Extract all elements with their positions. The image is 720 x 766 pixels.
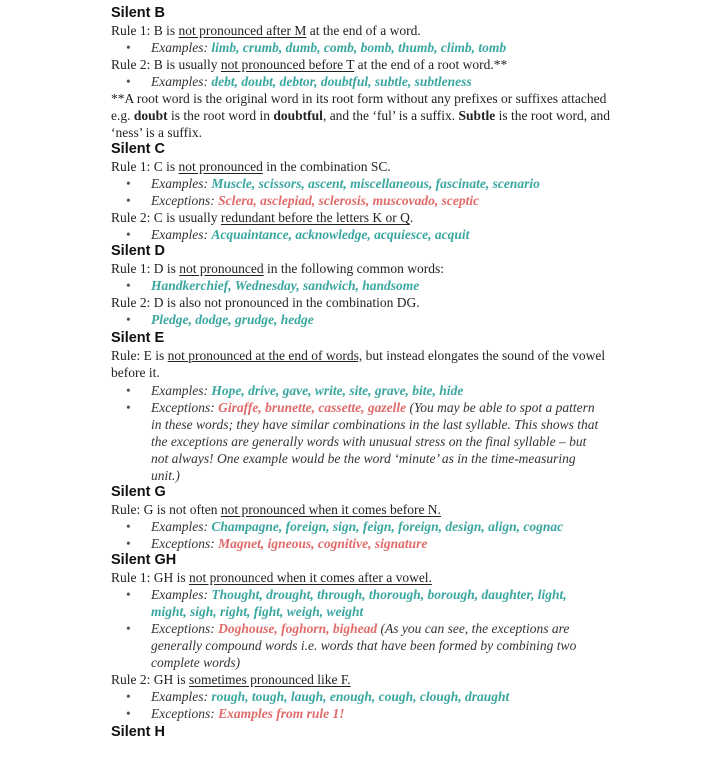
rule-d-2: Rule 2: D is also not pronounced in the combination DG. <box>111 295 420 310</box>
rule-b-1: Rule 1: B is not pronounced after M at the end of a word. <box>111 23 421 38</box>
heading-silent-h: Silent H <box>111 724 165 740</box>
rule-e: Rule: E is not pronounced at the end of words, but instead elongates the sound of the vowel before it. <box>111 348 606 380</box>
rule-g: Rule: G is not often not pronounced when it comes before N. <box>111 502 441 517</box>
words-d-2: • Pledge, dodge, grudge, hedge <box>129 311 599 328</box>
exceptions-gh-1: • Exceptions: Doghouse, foghorn, bighead (As you can see, the exceptions are generally compound words i.e. words that have been formed by combining two complete words) <box>129 620 599 671</box>
examples-gh-1: • Examples: Thought, drought, through, thorough, borough, daughter, light, might, sigh, right, fight, weigh, weight <box>129 586 599 620</box>
root-word-note: **A root word is the original word in its root form without any prefixes or suffixes attached e.g. doubt is the root word in doubtful, and the ‘ful’ is a suffix. Subtle is the root word, and ‘ness’ is a suffix. <box>111 91 611 140</box>
heading-silent-c: Silent C <box>111 141 165 157</box>
rule-d-1: Rule 1: D is not pronounced in the following common words: <box>111 261 444 276</box>
rule-gh-2: Rule 2: GH is sometimes pronounced like F. <box>111 672 351 687</box>
exceptions-gh-2: • Exceptions: Examples from rule 1! <box>129 705 599 722</box>
heading-silent-gh: Silent GH <box>111 552 177 568</box>
heading-silent-g: Silent G <box>111 484 166 500</box>
heading-silent-b: Silent B <box>111 5 165 21</box>
examples-b-2: • Examples: debt, doubt, debtor, doubtful, subtle, subtleness <box>129 73 599 90</box>
examples-e: • Examples: Hope, drive, gave, write, site, grave, bite, hide <box>129 382 599 399</box>
examples-g: • Examples: Champagne, foreign, sign, feign, foreign, design, align, cognac <box>129 518 599 535</box>
exceptions-g: • Exceptions: Magnet, igneous, cognitive, signature <box>129 535 599 552</box>
exceptions-c-1: • Exceptions: Sclera, asclepiad, sclerosis, muscovado, sceptic <box>129 192 599 209</box>
examples-c-2: • Examples: Acquaintance, acknowledge, acquiesce, acquit <box>129 226 599 243</box>
rule-b-2: Rule 2: B is usually not pronounced before T at the end of a root word.** <box>111 57 508 72</box>
words-d-1: • Handkerchief, Wednesday, sandwich, handsome <box>129 277 599 294</box>
heading-silent-e: Silent E <box>111 330 165 346</box>
heading-silent-d: Silent D <box>111 243 165 259</box>
exceptions-e: • Exceptions: Giraffe, brunette, cassette, gazelle (You may be able to spot a pattern in these words; they have similar combinations in the last syllable. This shows that the exceptions are generally words with unusual stress on the final syllable – but not always! One example would be the word ‘minute’ as in the time-measuring unit.) <box>129 399 599 484</box>
rule-c-1: Rule 1: C is not pronounced in the combination SC. <box>111 159 391 174</box>
rule-c-2: Rule 2: C is usually redundant before the letters K or Q. <box>111 210 414 225</box>
examples-gh-2: • Examples: rough, tough, laugh, enough, cough, clough, draught <box>129 688 599 705</box>
examples-b-1: • Examples: limb, crumb, dumb, comb, bomb, thumb, climb, tomb <box>129 39 599 56</box>
rule-gh-1: Rule 1: GH is not pronounced when it comes after a vowel. <box>111 570 432 585</box>
examples-c-1: • Examples: Muscle, scissors, ascent, miscellaneous, fascinate, scenario <box>129 175 599 192</box>
